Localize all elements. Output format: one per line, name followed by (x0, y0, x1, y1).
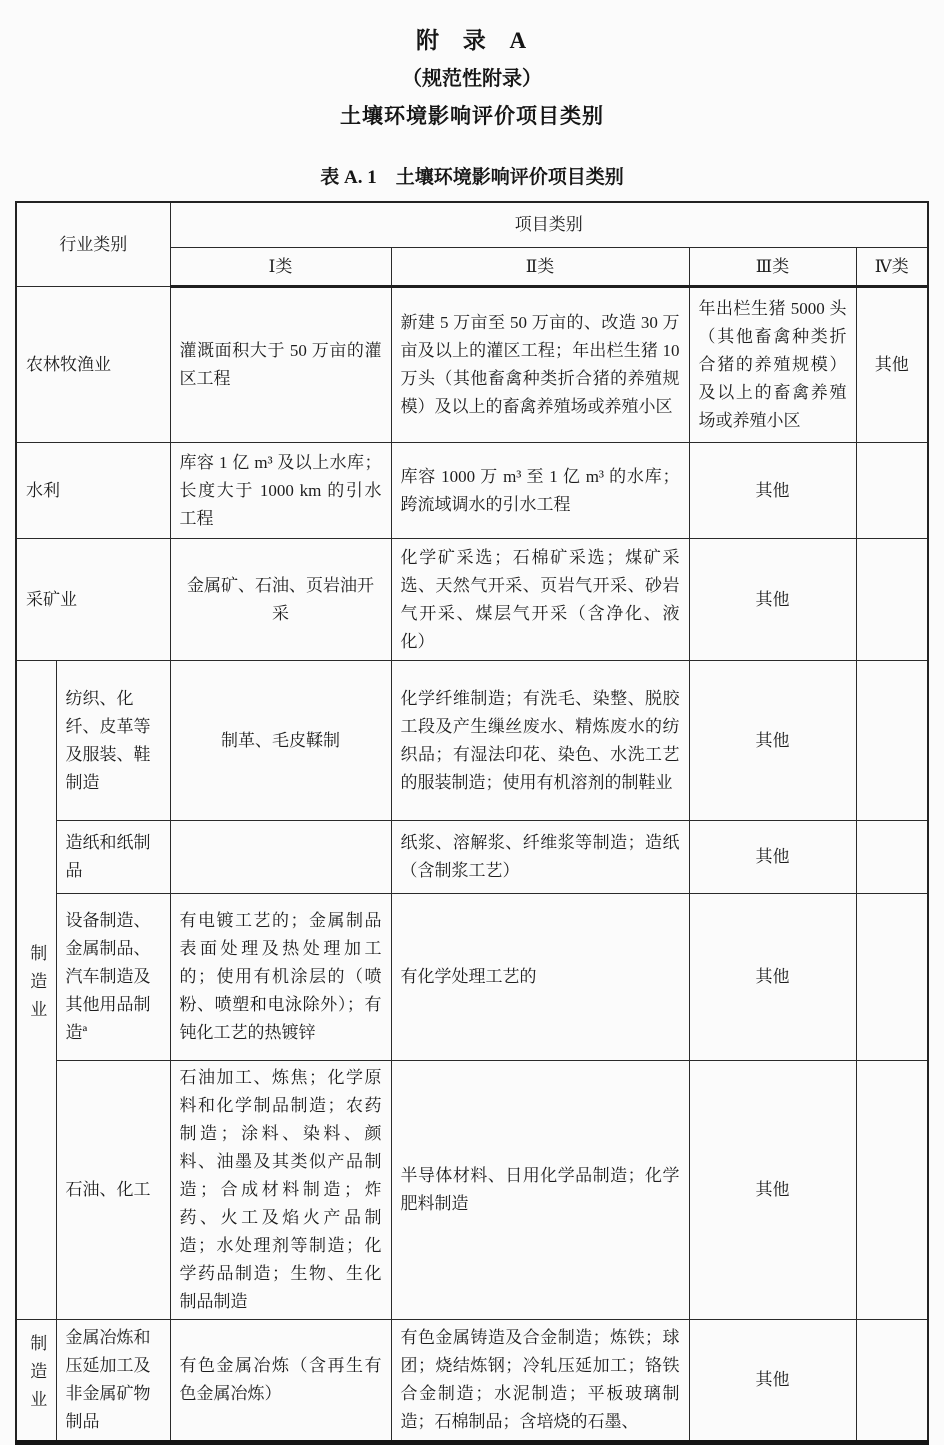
cell-water-class1: 库容 1 亿 m³ 及以上水库；长度大于 1000 km 的引水工程 (170, 443, 391, 539)
header-project-category: 项目类别 (170, 202, 928, 248)
cell-water-class2: 库容 1000 万 m³ 至 1 亿 m³ 的水库；跨流域调水的引水工程 (391, 443, 689, 539)
header-row-1 (16, 202, 928, 248)
cell-agriculture-class4: 其他 (856, 287, 928, 443)
row-agriculture (16, 287, 928, 443)
cell-paper-industry: 造纸和纸制品 (56, 821, 170, 894)
table-caption: 表 A. 1 土壤环境影响评价项目类别 (320, 167, 624, 188)
cell-textile-industry: 纺织、化纤、皮革等及服装、鞋制造 (56, 661, 170, 821)
header-industry: 行业类别 (16, 202, 170, 287)
soil-eia-category-table (15, 201, 929, 1445)
cell-smelting-class1: 有色金属冶炼（含再生有色金属冶炼） (170, 1320, 391, 1443)
cell-smelting-industry: 金属冶炼和压延加工及非金属矿物制品 (56, 1320, 170, 1443)
appendix-type: （规范性附录） (402, 68, 542, 90)
group-manufacturing-2 (16, 1320, 56, 1443)
cell-equipment-class3: 其他 (689, 894, 856, 1061)
cell-paper-class3: 其他 (689, 821, 856, 894)
row-mining (16, 539, 928, 661)
cell-petrochemical-class1: 石油加工、炼焦；化学原料和化学制品制造；农药制造；涂料、染料、颜料、油墨及其类似产品制造；合成材料制造；炸药、火工及焰火产品制造；水处理剂等制造；化学药品制造；生物、生化制品制造 (170, 1061, 391, 1320)
cell-mining-class2: 化学矿采选；石棉矿采选；煤矿采选、天然气开采、页岩气开采、砂岩气开采、煤层气开采（含净化、液化） (391, 539, 689, 661)
cell-textile-class1: 制革、毛皮鞣制 (170, 661, 391, 821)
cell-smelting-class2: 有色金属铸造及合金制造；炼铁；球团；烧结炼钢；冷轧压延加工；铬铁合金制造；水泥制造；平板玻璃制造；石棉制品；含培烧的石墨、 (391, 1320, 689, 1443)
cell-textile-class2: 化学纤维制造；有洗毛、染整、脱胶工段及产生缫丝废水、精炼废水的纺织品；有湿法印花、染色、水洗工艺的服装制造；使用有机溶剂的制鞋业 (391, 661, 689, 821)
row-textile (16, 661, 928, 821)
cell-smelting-class3: 其他 (689, 1320, 856, 1443)
cell-equipment-class4 (856, 894, 928, 1061)
row-papermaking (16, 821, 928, 894)
cell-mining-industry: 采矿业 (16, 539, 170, 661)
cell-petrochemical-industry: 石油、化工 (56, 1061, 170, 1320)
cell-agriculture-class2: 新建 5 万亩至 50 万亩的、改造 30 万亩及以上的灌区工程；年出栏生猪 10 万头（其他畜禽种类折合猪的养殖规模）及以上的畜禽养殖场或养殖小区 (391, 287, 689, 443)
cell-petrochemical-class2: 半导体材料、日用化学品制造；化学肥料制造 (391, 1061, 689, 1320)
row-equipment (16, 894, 928, 1061)
cell-agriculture-class1: 灌溉面积大于 50 万亩的灌区工程 (170, 287, 391, 443)
group-manufacturing-2-label: 制造业 (27, 1333, 47, 1418)
row-petrochemical (16, 1061, 928, 1320)
cell-water-class3: 其他 (689, 443, 856, 539)
header-class-4: Ⅳ类 (856, 248, 928, 287)
cell-mining-class3: 其他 (689, 539, 856, 661)
document-header (0, 0, 944, 130)
header-class-3: Ⅲ类 (689, 248, 856, 287)
cell-paper-class2: 纸浆、溶解浆、纤维浆等制造；造纸（含制浆工艺） (391, 821, 689, 894)
cell-agriculture-industry: 农林牧渔业 (16, 287, 170, 443)
cell-mining-class1: 金属矿、石油、页岩油开采 (170, 539, 391, 661)
cell-water-class4 (856, 443, 928, 539)
cell-water-industry: 水利 (16, 443, 170, 539)
cell-agriculture-class3: 年出栏生猪 5000 头（其他畜禽种类折合猪的养殖规模）及以上的畜禽养殖场或养殖小区 (689, 287, 856, 443)
cell-textile-class4 (856, 661, 928, 821)
cell-petrochemical-class3: 其他 (689, 1061, 856, 1320)
group-manufacturing-1-label: 制造业 (27, 943, 47, 1028)
cell-textile-class3: 其他 (689, 661, 856, 821)
row-water-conservancy (16, 443, 928, 539)
cell-smelting-class4 (856, 1320, 928, 1443)
row-metal-smelting (16, 1320, 928, 1443)
cell-mining-class4 (856, 539, 928, 661)
cell-paper-class1 (170, 821, 391, 894)
cell-paper-class4 (856, 821, 928, 894)
cell-equipment-class1: 有电镀工艺的；金属制品表面处理及热处理加工的；使用有机涂层的（喷粉、喷塑和电泳除外）；有钝化工艺的热镀锌 (170, 894, 391, 1061)
header-class-1: Ⅰ类 (170, 248, 391, 287)
cell-petrochemical-class4 (856, 1061, 928, 1320)
appendix-title: 附 录 A (415, 28, 529, 53)
cell-equipment-class2: 有化学处理工艺的 (391, 894, 689, 1061)
cell-equipment-industry: 设备制造、金属制品、汽车制造及其他用品制造ª (56, 894, 170, 1061)
appendix-subject: 土壤环境影响评价项目类别 (340, 104, 604, 128)
header-class-2: Ⅱ类 (391, 248, 689, 287)
group-manufacturing-1 (16, 661, 56, 1320)
